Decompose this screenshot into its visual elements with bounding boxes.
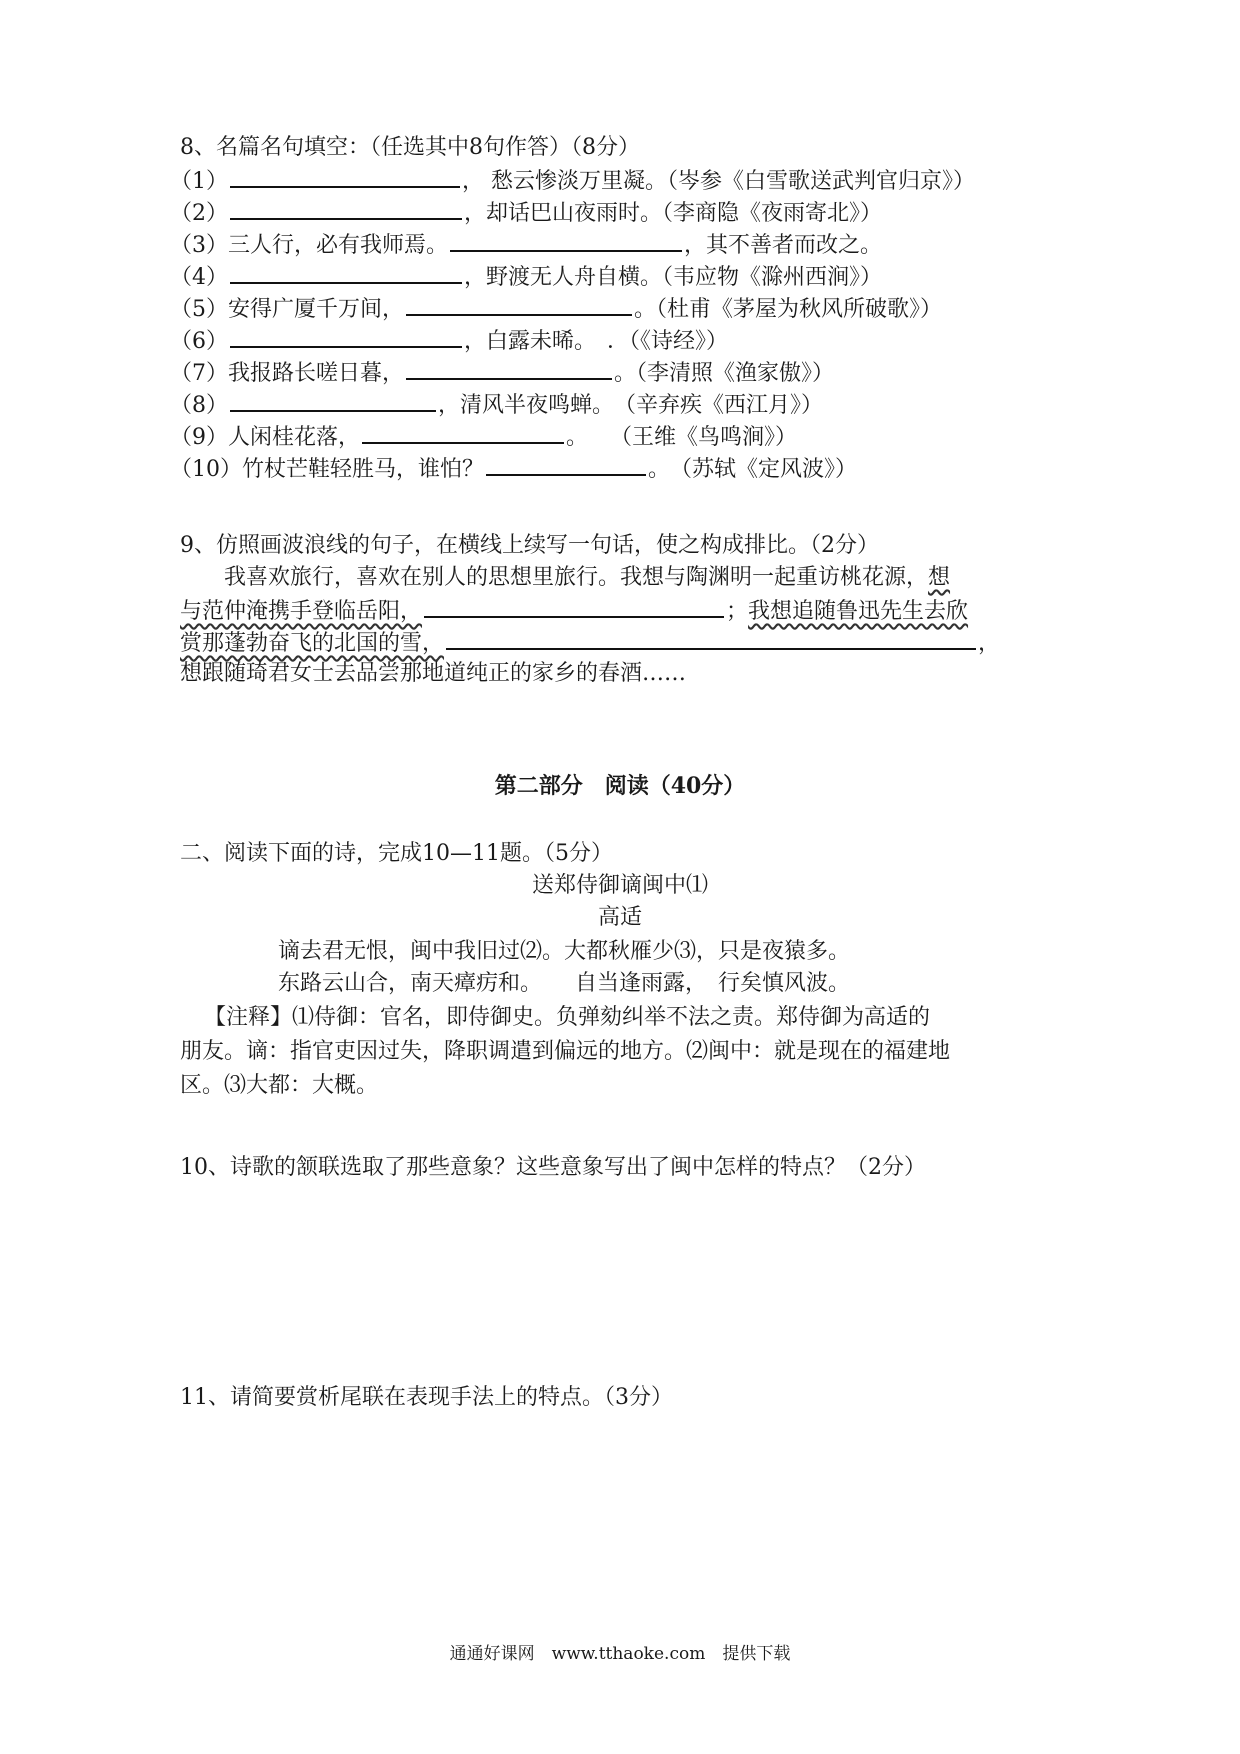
answer-blank[interactable]: [230, 324, 462, 348]
item-after: 。 （苏轼《定风波》）: [648, 457, 858, 482]
item-before: 竹杖芒鞋轻胜马，谁怕？: [242, 457, 485, 482]
q9-text: ；: [726, 599, 749, 624]
part2-title: 第二部分 阅读（40分）: [494, 773, 746, 799]
q8-item-3: [170, 228, 882, 262]
wavy-text: 赏那蓬勃奋飞的北国的雪，: [180, 631, 445, 656]
answer-blank[interactable]: [406, 356, 612, 380]
poem-author: 高适: [597, 905, 642, 930]
answer-blank[interactable]: [230, 196, 462, 220]
item-number: （9）: [170, 425, 228, 450]
item-number: （6）: [170, 329, 228, 354]
item-after: ，清风半夜鸣蝉。 （辛弃疾《西江月》）: [438, 393, 824, 418]
answer-blank[interactable]: [230, 260, 462, 284]
wavy-text: 我想追随鲁迅先生去欣: [748, 599, 969, 624]
answer-blank[interactable]: [406, 292, 632, 316]
poem-title: 送郑侍御谪闽中⑴: [531, 873, 708, 898]
q9-text: ，: [978, 631, 1001, 656]
footer-text: 通通好课网 www.tthaoke.com 提供下载: [449, 1644, 791, 1664]
q8-item-9: [170, 420, 797, 454]
answer-blank[interactable]: [424, 594, 724, 618]
answer-blank[interactable]: [450, 228, 682, 252]
item-before: 安得广厦千万间，: [228, 297, 405, 322]
q8-item-5: [170, 292, 942, 326]
answer-blank[interactable]: [230, 388, 436, 412]
q8-item-1: [170, 164, 975, 198]
poem-line-1: 谪去君无恨，闽中我旧过⑵。大都秋雁少⑶，只是夜猿多。: [278, 939, 851, 964]
q8-item-6: [170, 324, 728, 358]
item-after: ， 愁云惨淡万里凝。（岑参《白雪歌送武判官归京》）: [462, 169, 975, 194]
q8-item-8: [170, 388, 823, 422]
item-after: ，其不善者而改之。: [684, 233, 883, 258]
q10-text: 10、诗歌的颔联选取了那些意象？这些意象写出了闽中怎样的特点？（2分）: [180, 1155, 926, 1180]
item-before: 三人行，必有我师焉。: [228, 233, 449, 258]
q8-heading: 8、名篇名句填空：（任选其中8句作答）（8分）: [180, 135, 640, 160]
item-before: 我报路长嗟日暮，: [228, 361, 405, 386]
item-number: （3）: [170, 233, 228, 258]
poem-note-1: 【注释】⑴侍御：官名，即侍御史。负弹劾纠举不法之责。郑侍御为高适的: [204, 1005, 931, 1030]
wavy-text: 想: [928, 565, 951, 590]
item-after: ，白露未晞。 ．（《诗经》）: [464, 329, 729, 354]
q9-line-4: 想跟随琦君女士去品尝那地道纯正的家乡的春酒……: [180, 661, 687, 686]
answer-blank[interactable]: [446, 626, 976, 650]
item-before: 人闲桂花落，: [228, 425, 361, 450]
q8-item-10: [170, 452, 857, 486]
item-number: （1）: [170, 169, 228, 194]
item-number: （7）: [170, 361, 228, 386]
section2-heading: 二、阅读下面的诗，完成10—11题。（5分）: [180, 841, 613, 866]
q8-item-2: [170, 196, 882, 230]
item-after: 。（李清照《渔家傲》）: [614, 361, 835, 386]
item-number: （8）: [170, 393, 228, 418]
q9-line-1: [224, 562, 950, 594]
item-number: （5）: [170, 297, 228, 322]
q8-item-7: [170, 356, 834, 390]
poem-line-2: 东路云山合，南天瘴疠和。 自当逢雨露， 行矣慎风波。: [278, 971, 851, 996]
q9-line-2: [180, 594, 968, 628]
item-number: （2）: [170, 201, 228, 226]
poem-note-3: 区。⑶大都：大概。: [180, 1073, 379, 1098]
poem-note-2: 朋友。谪：指官吏因过失，降职调遣到偏远的地方。⑵闽中：就是现在的福建地: [180, 1039, 951, 1064]
answer-blank[interactable]: [362, 420, 564, 444]
q8-item-4: [170, 260, 882, 294]
q9-text: 我喜欢旅行，喜欢在别人的思想里旅行。我想与陶渊明一起重访桃花源，: [224, 565, 929, 590]
item-after: ，却话巴山夜雨时。（李商隐《夜雨寄北》）: [464, 201, 883, 226]
item-number: （10）: [170, 457, 242, 482]
item-after: 。（杜甫《茅屋为秋风所破歌》）: [634, 297, 943, 322]
wavy-text: 与范仲淹携手登临岳阳，: [180, 599, 423, 624]
item-after: 。 （王维《鸟鸣涧》）: [566, 425, 798, 450]
item-number: （4）: [170, 265, 228, 290]
answer-blank[interactable]: [486, 452, 646, 476]
answer-blank[interactable]: [230, 164, 460, 188]
q9-line-3: [180, 626, 1000, 660]
q11-text: 11、请简要赏析尾联在表现手法上的特点。（3分）: [180, 1385, 673, 1410]
item-after: ，野渡无人舟自横。（韦应物《滁州西涧》）: [464, 265, 883, 290]
q9-heading: 9、仿照画波浪线的句子，在横线上续写一句话，使之构成排比。（2分）: [180, 533, 879, 558]
